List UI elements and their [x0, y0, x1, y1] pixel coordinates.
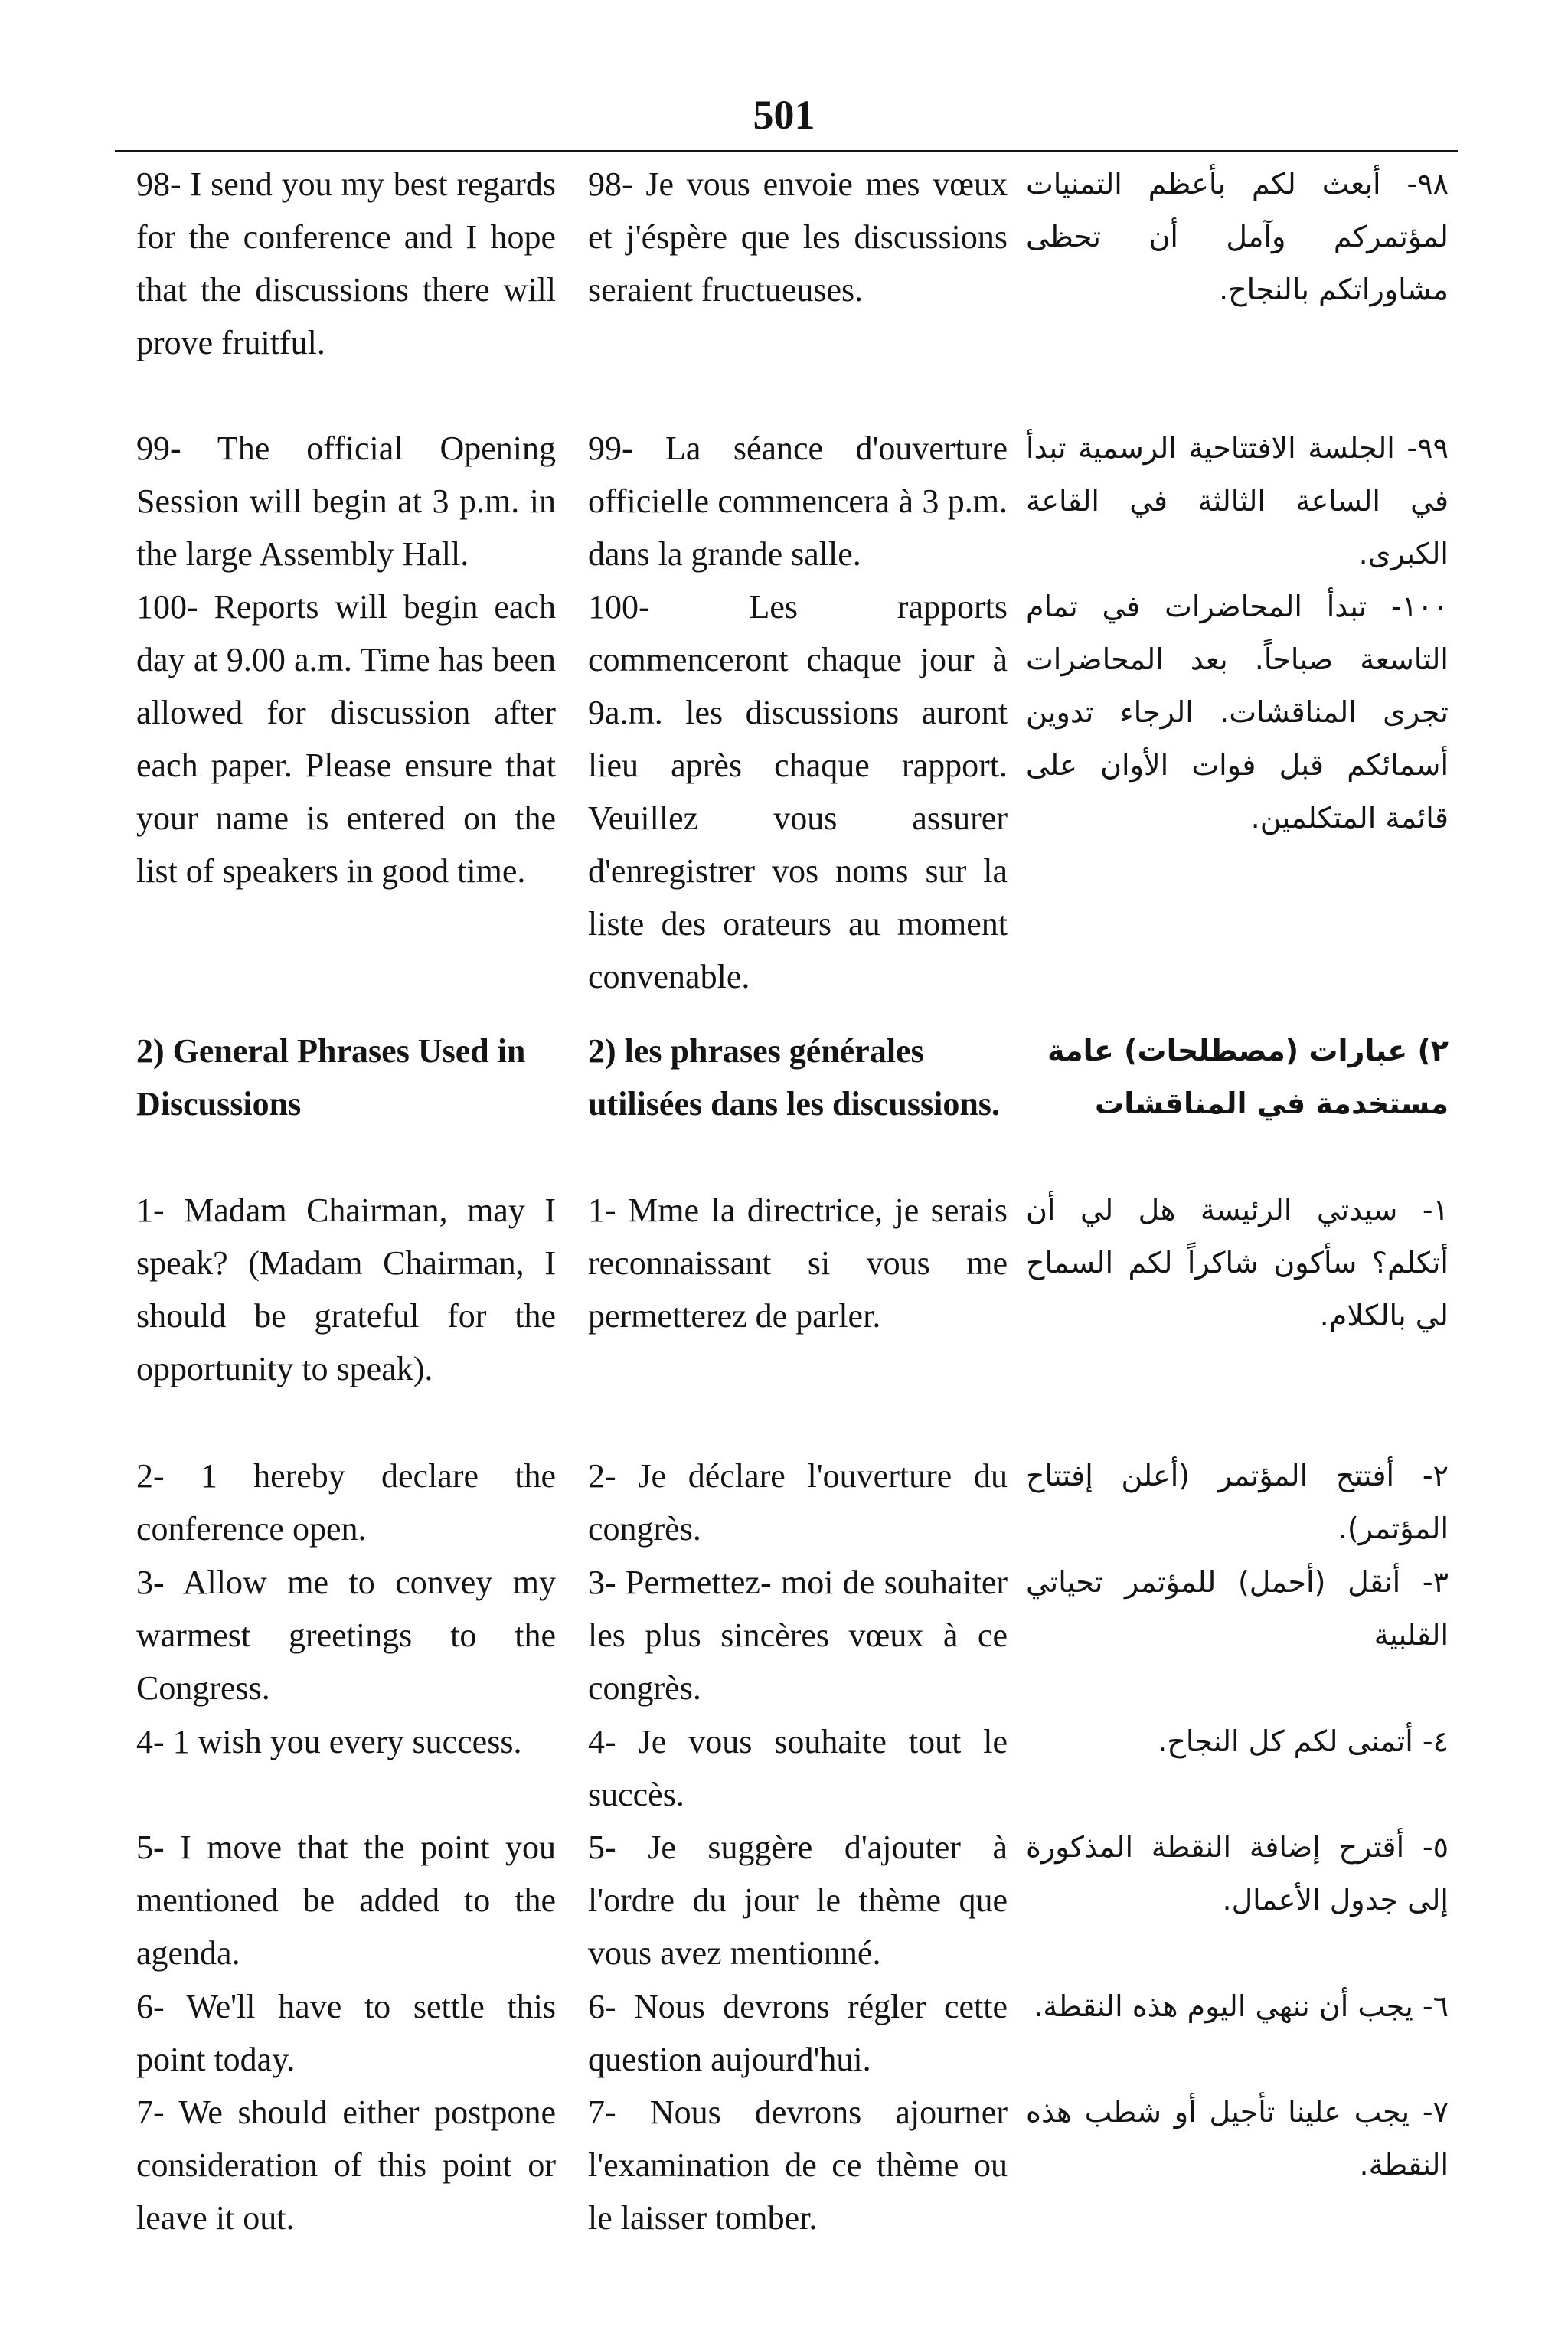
english-entry-98: 98- I send you my best regards for the conference and I hope that the discussions there will prove fruitful. [136, 165, 556, 361]
english-phrase-4: 4- 1 wish you every success. [136, 1723, 522, 1760]
english-section-heading: 2) General Phrases Used in Discussions [136, 1032, 526, 1123]
arabic-phrase-2: ٢- أفتتح المؤتمر (أعلن إفتتاح المؤتمر). [1026, 1459, 1449, 1545]
french-phrase-5: 5- Je suggère d'ajouter à l'ordre du jour le thème que vous avez mentionné. [588, 1829, 1008, 1972]
french-phrase-3: 3- Permettez- moi de souhaiter les plus sincères vœux à ce congrès. [588, 1564, 1008, 1707]
arabic-phrase-1: ١- سيدتي الرئيسة هل لي أن أتكلم؟ سأكون شاكراً لكم السماح لي بالكلام. [1026, 1193, 1449, 1332]
arabic-entry-100: ١٠٠- تبدأ المحاضرات في تمام التاسعة صباحاً. بعد المحاضرات تجرى المناقشات. الرجاء تدوين أسمائكم قبل فوات الأوان على قائمة المتكلمين. [1026, 590, 1449, 835]
french-entry-100: 100- Les rapports commenceront chaque jour à 9a.m. les discussions auront lieu après chaque rapport. Veuillez vous assurer d'enregistrer vos noms sur la liste des orateurs au moment convenable. [588, 588, 1008, 995]
english-phrase-5: 5- I move that the point you mentioned be added to the agenda. [136, 1829, 556, 1972]
arabic-phrase-4: ٤- أتمنى لكم كل النجاح. [1158, 1724, 1449, 1758]
english-phrase-2: 2- 1 hereby declare the conference open. [136, 1457, 556, 1548]
french-section-heading: 2) les phrases générales utilisées dans les discussions. [588, 1032, 1000, 1123]
arabic-entry-99: ٩٩- الجلسة الافتتاحية الرسمية تبدأ في الساعة الثالثة في القاعة الكبرى. [1026, 431, 1449, 570]
french-phrase-7: 7- Nous devrons ajourner l'examination de ce thème ou le laisser tomber. [588, 2093, 1008, 2237]
english-phrase-6: 6- We'll have to settle this point today. [136, 1988, 556, 2078]
french-phrase-4: 4- Je vous souhaite tout le succès. [588, 1723, 1008, 1813]
arabic-column [1026, 158, 1449, 2256]
english-column [136, 158, 556, 2256]
arabic-phrase-6: ٦- يجب أن ننهي اليوم هذه النقطة. [1034, 1989, 1449, 2023]
french-phrase-6: 6- Nous devrons régler cette question aujourd'hui. [588, 1988, 1008, 2078]
arabic-section-heading: ٢) عبارات (مصطلحات) عامة مستخدمة في المناقشات [1047, 1034, 1449, 1120]
header-rule [115, 150, 1458, 152]
english-phrase-1: 1- Madam Chairman, may I speak? (Madam Chairman, I should be grateful for the opportunity to speak). [136, 1191, 556, 1387]
english-entry-99: 99- The official Opening Session will begin at 3 p.m. in the large Assembly Hall. [136, 430, 556, 573]
english-phrase-7: 7- We should either postpone consideration of this point or leave it out. [136, 2093, 556, 2237]
english-entry-100: 100- Reports will begin each day at 9.00 a.m. Time has been allowed for discussion after each paper. Please ensure that your name is entered on the list of speakers in good time. [136, 588, 556, 890]
french-phrase-1: 1- Mme la directrice, je serais reconnaissant si vous me permetterez de parler. [588, 1191, 1008, 1335]
arabic-phrase-7: ٧- يجب علينا تأجيل أو شطب هذه النقطة. [1026, 2095, 1449, 2182]
french-entry-99: 99- La séance d'ouverture officielle commencera à 3 p.m. dans la grande salle. [588, 430, 1008, 573]
arabic-entry-98: ٩٨- أبعث لكم بأعظم التمنيات لمؤتمركم وآمل أن تحظى مشاوراتكم بالنجاح. [1026, 167, 1449, 306]
page-number: 501 [753, 92, 815, 138]
english-phrase-3: 3- Allow me to convey my warmest greetings to the Congress. [136, 1564, 556, 1707]
french-entry-98: 98- Je vous envoie mes vœux et j'éspère que les discussions seraient fructueuses. [588, 165, 1008, 309]
french-column [588, 158, 1008, 2256]
arabic-phrase-5: ٥- أقترح إضافة النقطة المذكورة إلى جدول الأعمال. [1026, 1830, 1449, 1917]
french-phrase-2: 2- Je déclare l'ouverture du congrès. [588, 1457, 1008, 1548]
arabic-phrase-3: ٣- أنقل (أحمل) للمؤتمر تحياتي القلبية [1026, 1565, 1449, 1652]
